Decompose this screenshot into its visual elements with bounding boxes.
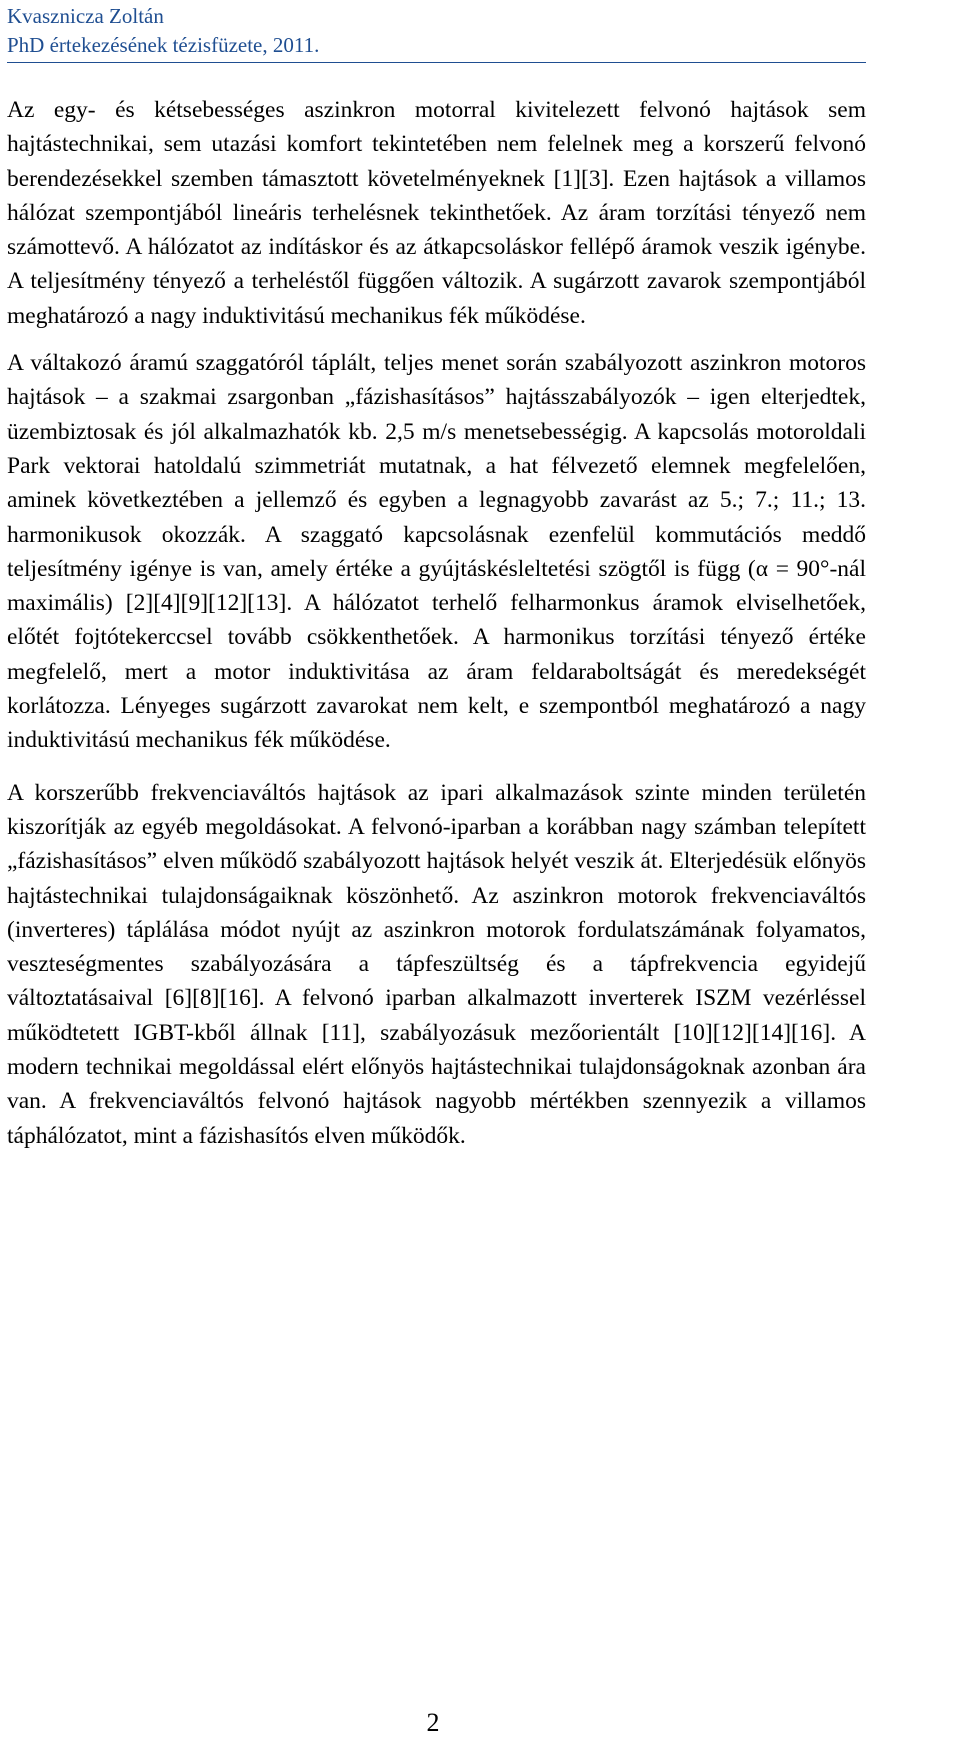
paragraph-3: A korszerűbb frekvenciaváltós hajtások az ipari alkalmazások szinte minden területén kiszorítják az egyéb megoldásokat. A felvonó-iparban a korábban nagy számban telepített „fázishasításos” elven működő szabályozott hajtások helyét veszik át. Elterjedésük előnyös hajtástechnikai tulajdonságaiknak köszönhető. Az aszinkron motorok frekvenciaváltós (inverteres) táplálása módot nyújt az aszinkron motorok fordulatszámának folyamatos, veszteségmentes szabályozására a tápfeszültség és a tápfrekvencia egyidejű változtatásaival [6][8][16]. A felvonó iparban alkalmazott inverterek ISZM vezérléssel működtetett IGBT-kből állnak [11], szabályozásuk mezőorientált [10][12][14][16]. A modern technikai megoldással elért előnyös hajtástechnikai tulajdonságoknak azonban ára van. A frekvenciaváltós felvonó hajtások nagyobb mértékben szennyezik a villamos táphálózatot, mint a fázishasítós elven működők. [7,779,866,1149]
header-subtitle: PhD értekezésének tézisfüzete, 2011. [7,33,320,57]
running-header [7,0,866,63]
page-number: 2 [426,1708,440,1737]
header-author: Kvasznicza Zoltán [7,4,164,28]
paragraph-1: Az egy- és kétsebességes aszinkron motorral kivitelezett felvonó hajtások sem hajtástechnikai, sem utazási komfort tekintetében nem felelnek meg a korszerű felvonó berendezésekkel szemben támasztott követelményeknek [1][3]. Ezen hajtások a villamos hálózat szempontjából lineáris terhelésnek tekinthetőek. Az áram torzítási tényező nem számottevő. A hálózatot az indításkor és az átkapcsoláskor fellépő áramok veszik igénybe. A teljesítmény tényező a terheléstől függően változik. A sugárzott zavarok szempontjából meghatározó a nagy induktivitású mechanikus fék működése. [7,97,866,329]
paragraph-2: A váltakozó áramú szaggatóról táplált, teljes menet során szabályozott aszinkron motoros hajtások – a szakmai zsargonban „fázishasításos” hajtásszabályozók – igen elterjedtek, üzembiztosak és jól alkalmazhatók kb. 2,5 m/s menetsebességig. A kapcsolás motoroldali Park vektorai hatoldalú szimmetriát mutatnak, a hat félvezető elemnek megfelelően, aminek következtében a jellemző és egyben a legnagyobb zavarást az 5.; 7.; 11.; 13. harmonikusok okozzák. A szaggató kapcsolásnak ezenfelül kommutációs meddő teljesítmény igénye is van, amely értéke a gyújtáskésleltetési szögtől is függ (α = 90°-nál maximális) [2][4][9][12][13]. A hálózatot terhelő felharmonkus áramok elviselhetőek, előtét fojtótekerccsel tovább csökkenthetőek. A harmonikus torzítási tényező értéke megfelelő, mert a motor induktivitása az áram feldaraboltságát és meredekségét korlátozza. Lényeges sugárzott zavarokat nem kelt, e szempontból meghatározó a nagy induktivitású mechanikus fék működése. [7,350,866,754]
